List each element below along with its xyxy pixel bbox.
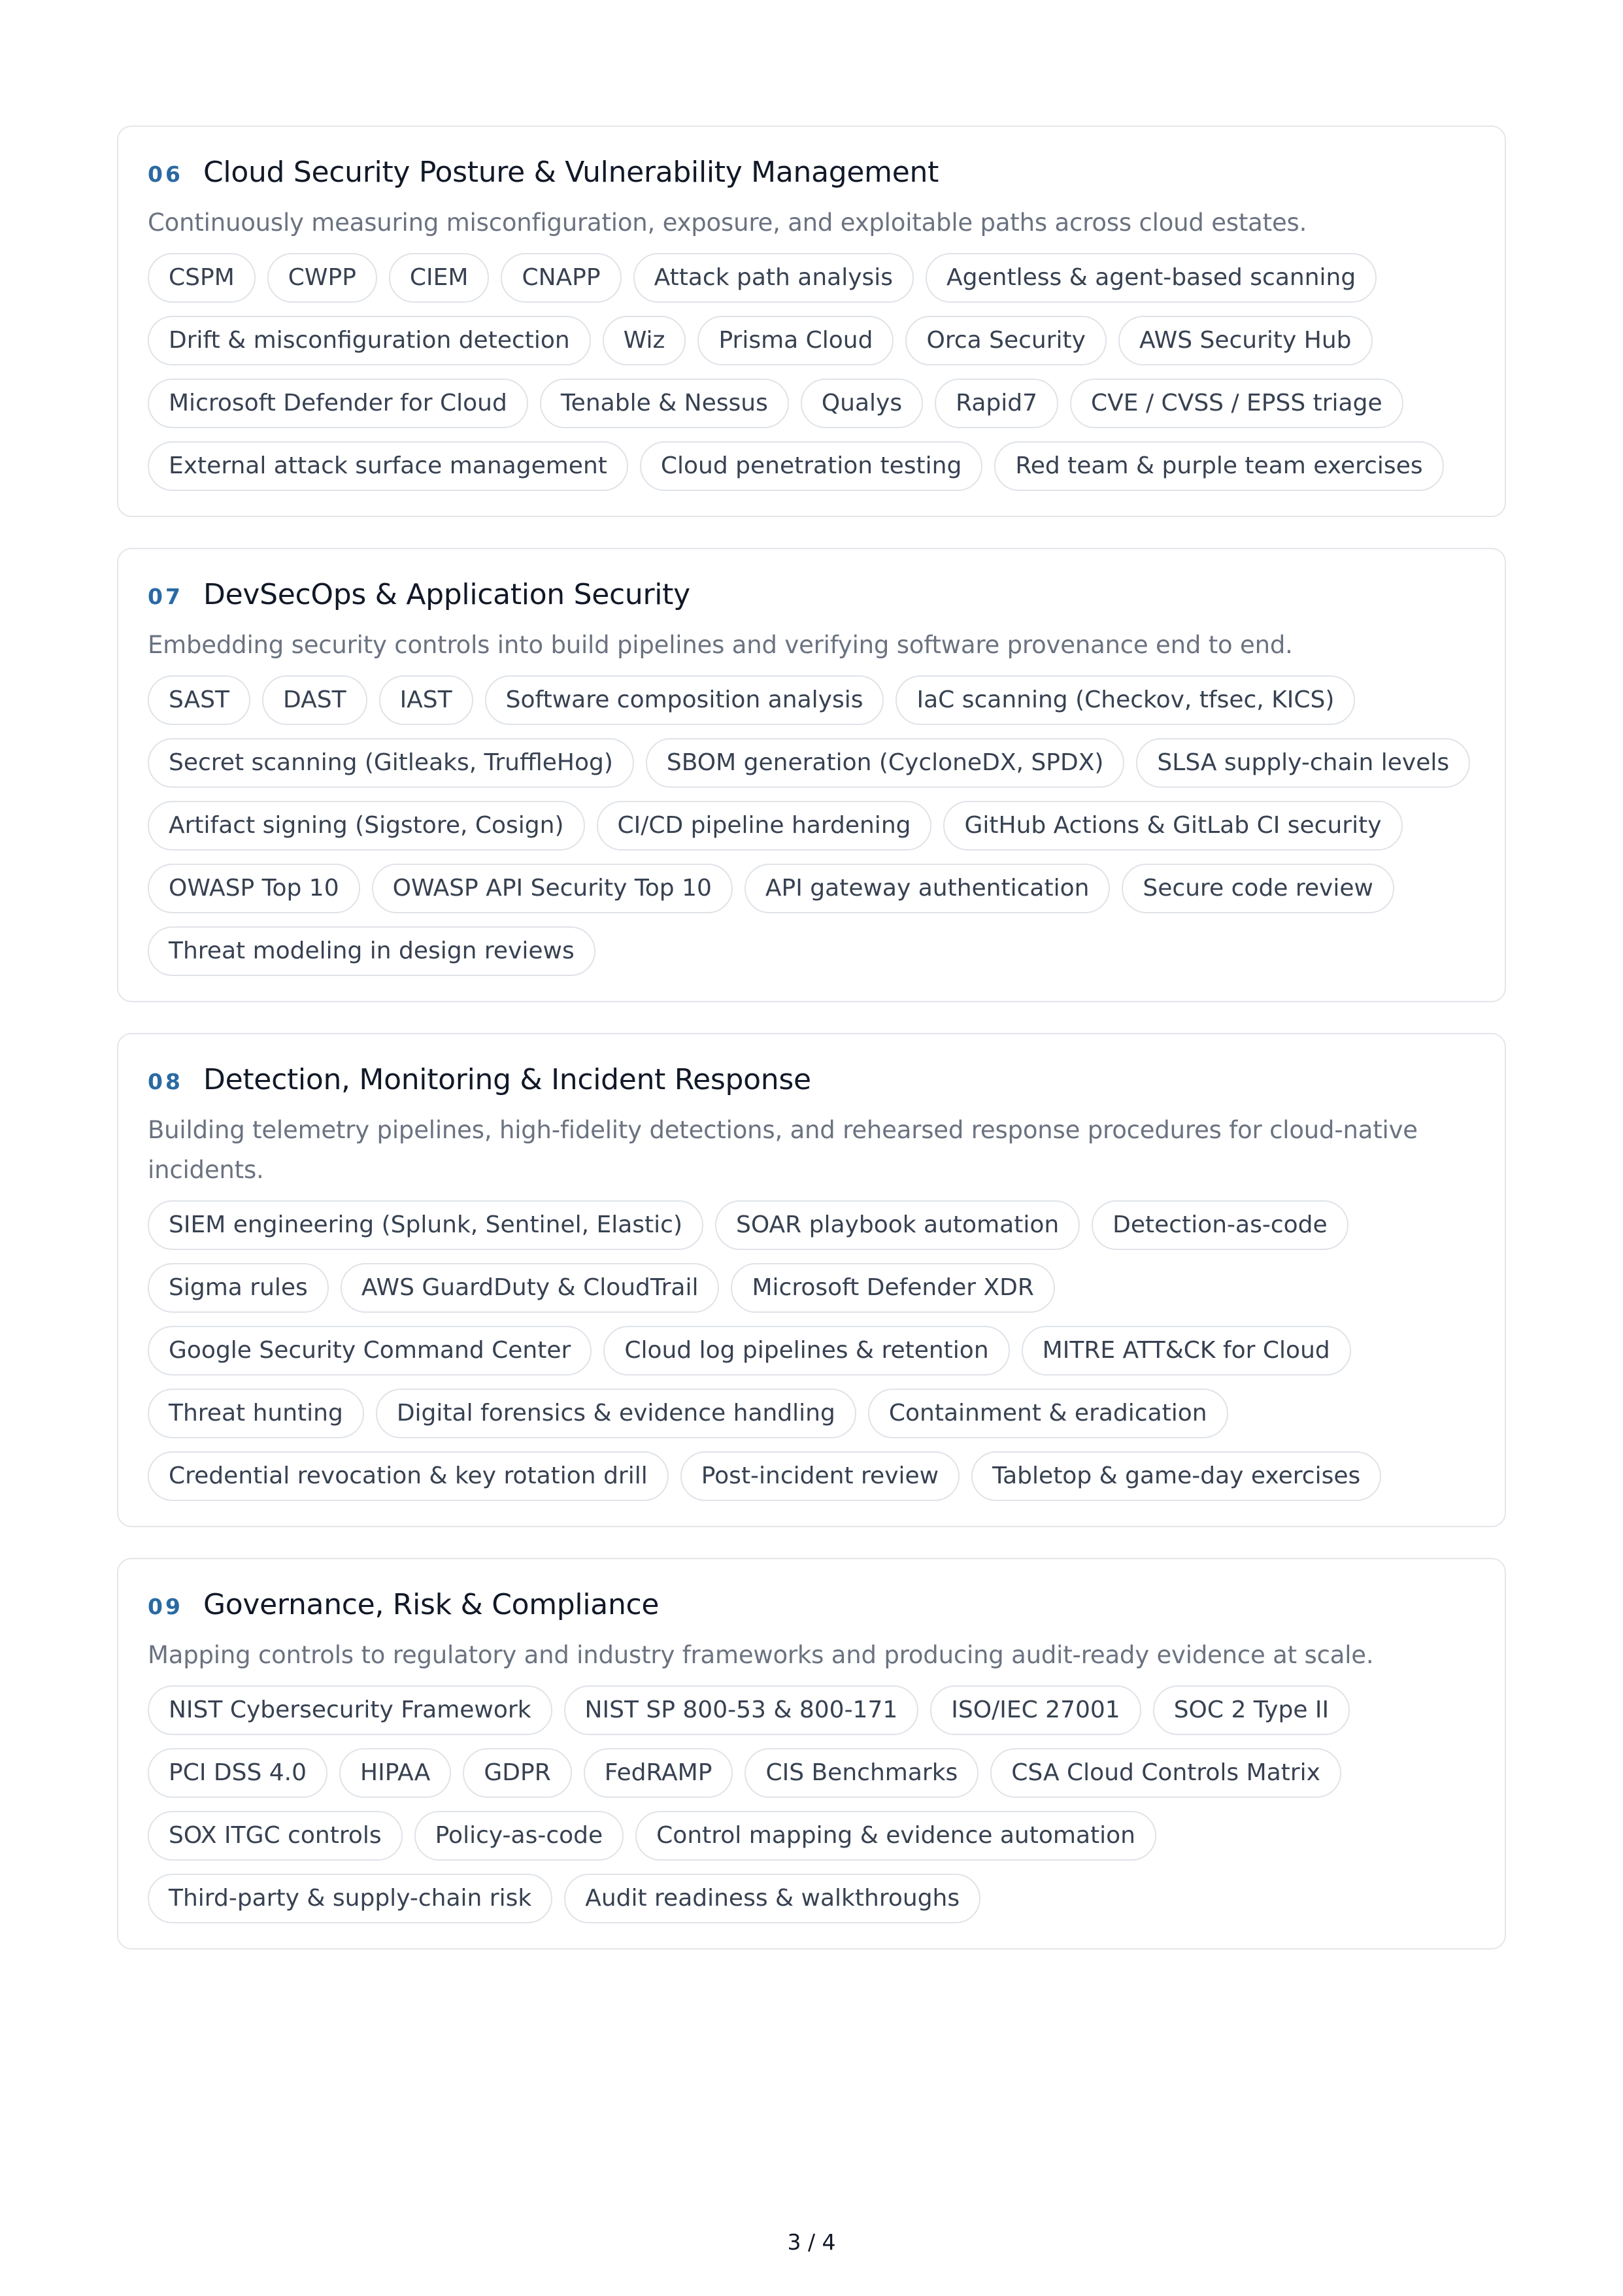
tag-chip: NIST Cybersecurity Framework (148, 1685, 552, 1735)
section-card-devsecops (117, 548, 1506, 1002)
section-description: Continuously measuring misconfiguration, exposure, and exploitable paths across cloud estates. (148, 209, 1307, 237)
tag-chip: Sigma rules (148, 1263, 329, 1313)
section-card-detection-response (117, 1033, 1506, 1527)
page-number: 3 / 4 (787, 2229, 836, 2255)
tag-chip: External attack surface management (148, 441, 628, 491)
tag-chip: CIS Benchmarks (745, 1748, 979, 1798)
tag-chip: Orca Security (905, 316, 1106, 365)
tag-chip: Post-incident review (680, 1451, 960, 1501)
tag-chip: HIPAA (339, 1748, 451, 1798)
tag-chip: API gateway authentication (745, 864, 1111, 913)
tag-chip: SIEM engineering (Splunk, Sentinel, Elastic) (148, 1200, 703, 1250)
section-title: Detection, Monitoring & Incident Response (203, 1063, 811, 1096)
tag-chip: SBOM generation (CycloneDX, SPDX) (646, 738, 1125, 788)
tag-chip: Third-party & supply-chain risk (148, 1874, 552, 1923)
tag-chip: Tenable & Nessus (540, 379, 789, 428)
tag-chip: Detection-as-code (1092, 1200, 1348, 1250)
section-header (148, 1588, 1476, 1629)
tag-chip: IAST (379, 675, 473, 725)
tag-chip: Policy-as-code (414, 1811, 624, 1861)
section-number: 09 (148, 1594, 183, 1619)
tag-chip: Wiz (603, 316, 686, 365)
tag-chip: Threat modeling in design reviews (148, 926, 595, 976)
tag-chip: OWASP Top 10 (148, 864, 360, 913)
tag-chip: AWS GuardDuty & CloudTrail (341, 1263, 720, 1313)
tag-chip: Drift & misconfiguration detection (148, 316, 591, 365)
tag-chip: Artifact signing (Sigstore, Cosign) (148, 801, 585, 851)
tag-chip: CWPP (267, 253, 377, 303)
tag-chip: PCI DSS 4.0 (148, 1748, 327, 1798)
tag-chip: DAST (262, 675, 367, 725)
tag-chip: OWASP API Security Top 10 (372, 864, 733, 913)
tag-chip: Control mapping & evidence automation (635, 1811, 1156, 1861)
section-number: 08 (148, 1069, 183, 1094)
tag-chip: Cloud log pipelines & retention (603, 1326, 1009, 1376)
tag-chip: Credential revocation & key rotation drill (148, 1451, 669, 1501)
tag-chip: Qualys (801, 379, 923, 428)
tag-chip: ISO/IEC 27001 (930, 1685, 1141, 1735)
tag-chip: CNAPP (501, 253, 621, 303)
tag-chip: NIST SP 800-53 & 800-171 (564, 1685, 919, 1735)
tag-chip: FedRAMP (584, 1748, 733, 1798)
tag-chip: GitHub Actions & GitLab CI security (943, 801, 1402, 851)
section-header (148, 156, 1476, 196)
tag-chip: AWS Security Hub (1118, 316, 1373, 365)
section-number: 06 (148, 161, 183, 187)
tag-chip: Secure code review (1122, 864, 1394, 913)
tag-chip: SOC 2 Type II (1153, 1685, 1350, 1735)
tag-chip: Prisma Cloud (697, 316, 894, 365)
section-description: Building telemetry pipelines, high-fidelity detections, and rehearsed response procedures for cloud-native incidents. (148, 1116, 1418, 1184)
tag-list (148, 1685, 1476, 1923)
tag-chip: GDPR (463, 1748, 571, 1798)
page-content (117, 126, 1506, 1980)
section-title: DevSecOps & Application Security (203, 578, 690, 611)
tag-chip: Audit readiness & walkthroughs (564, 1874, 980, 1923)
tag-chip: Tabletop & game-day exercises (971, 1451, 1381, 1501)
tag-chip: CSA Cloud Controls Matrix (990, 1748, 1341, 1798)
tag-chip: Google Security Command Center (148, 1326, 592, 1376)
section-number: 07 (148, 584, 183, 609)
section-title: Cloud Security Posture & Vulnerability Management (203, 156, 939, 189)
tag-chip: Microsoft Defender for Cloud (148, 379, 528, 428)
tag-chip: Red team & purple team exercises (994, 441, 1443, 491)
tag-chip: Secret scanning (Gitleaks, TruffleHog) (148, 738, 634, 788)
tag-chip: CI/CD pipeline hardening (597, 801, 932, 851)
tag-chip: MITRE ATT&CK for Cloud (1022, 1326, 1351, 1376)
section-header (148, 1063, 1476, 1104)
section-card-cloud-security-posture (117, 126, 1506, 517)
tag-chip: Threat hunting (148, 1389, 364, 1438)
section-header (148, 578, 1476, 618)
tag-chip: Containment & eradication (868, 1389, 1228, 1438)
tag-chip: Cloud penetration testing (640, 441, 982, 491)
tag-chip: SOX ITGC controls (148, 1811, 403, 1861)
tag-chip: CIEM (389, 253, 490, 303)
tag-chip: SOAR playbook automation (715, 1200, 1080, 1250)
tag-chip: Digital forensics & evidence handling (376, 1389, 856, 1438)
section-description: Mapping controls to regulatory and industry frameworks and producing audit-ready evidence at scale. (148, 1641, 1374, 1669)
tag-chip: SAST (148, 675, 250, 725)
section-description: Embedding security controls into build pipelines and verifying software provenance end to end. (148, 631, 1293, 659)
tag-chip: Agentless & agent-based scanning (926, 253, 1377, 303)
section-title: Governance, Risk & Compliance (203, 1588, 660, 1621)
tag-list (148, 253, 1476, 491)
tag-chip: CVE / CVSS / EPSS triage (1070, 379, 1403, 428)
tag-chip: Rapid7 (935, 379, 1058, 428)
tag-chip: Software composition analysis (485, 675, 884, 725)
tag-list (148, 675, 1476, 976)
tag-chip: SLSA supply-chain levels (1136, 738, 1470, 788)
tag-chip: Microsoft Defender XDR (731, 1263, 1054, 1313)
tag-chip: IaC scanning (Checkov, tfsec, KICS) (895, 675, 1355, 725)
tag-list (148, 1200, 1476, 1501)
section-card-governance-risk-compliance (117, 1558, 1506, 1950)
tag-chip: CSPM (148, 253, 256, 303)
tag-chip: Attack path analysis (633, 253, 914, 303)
